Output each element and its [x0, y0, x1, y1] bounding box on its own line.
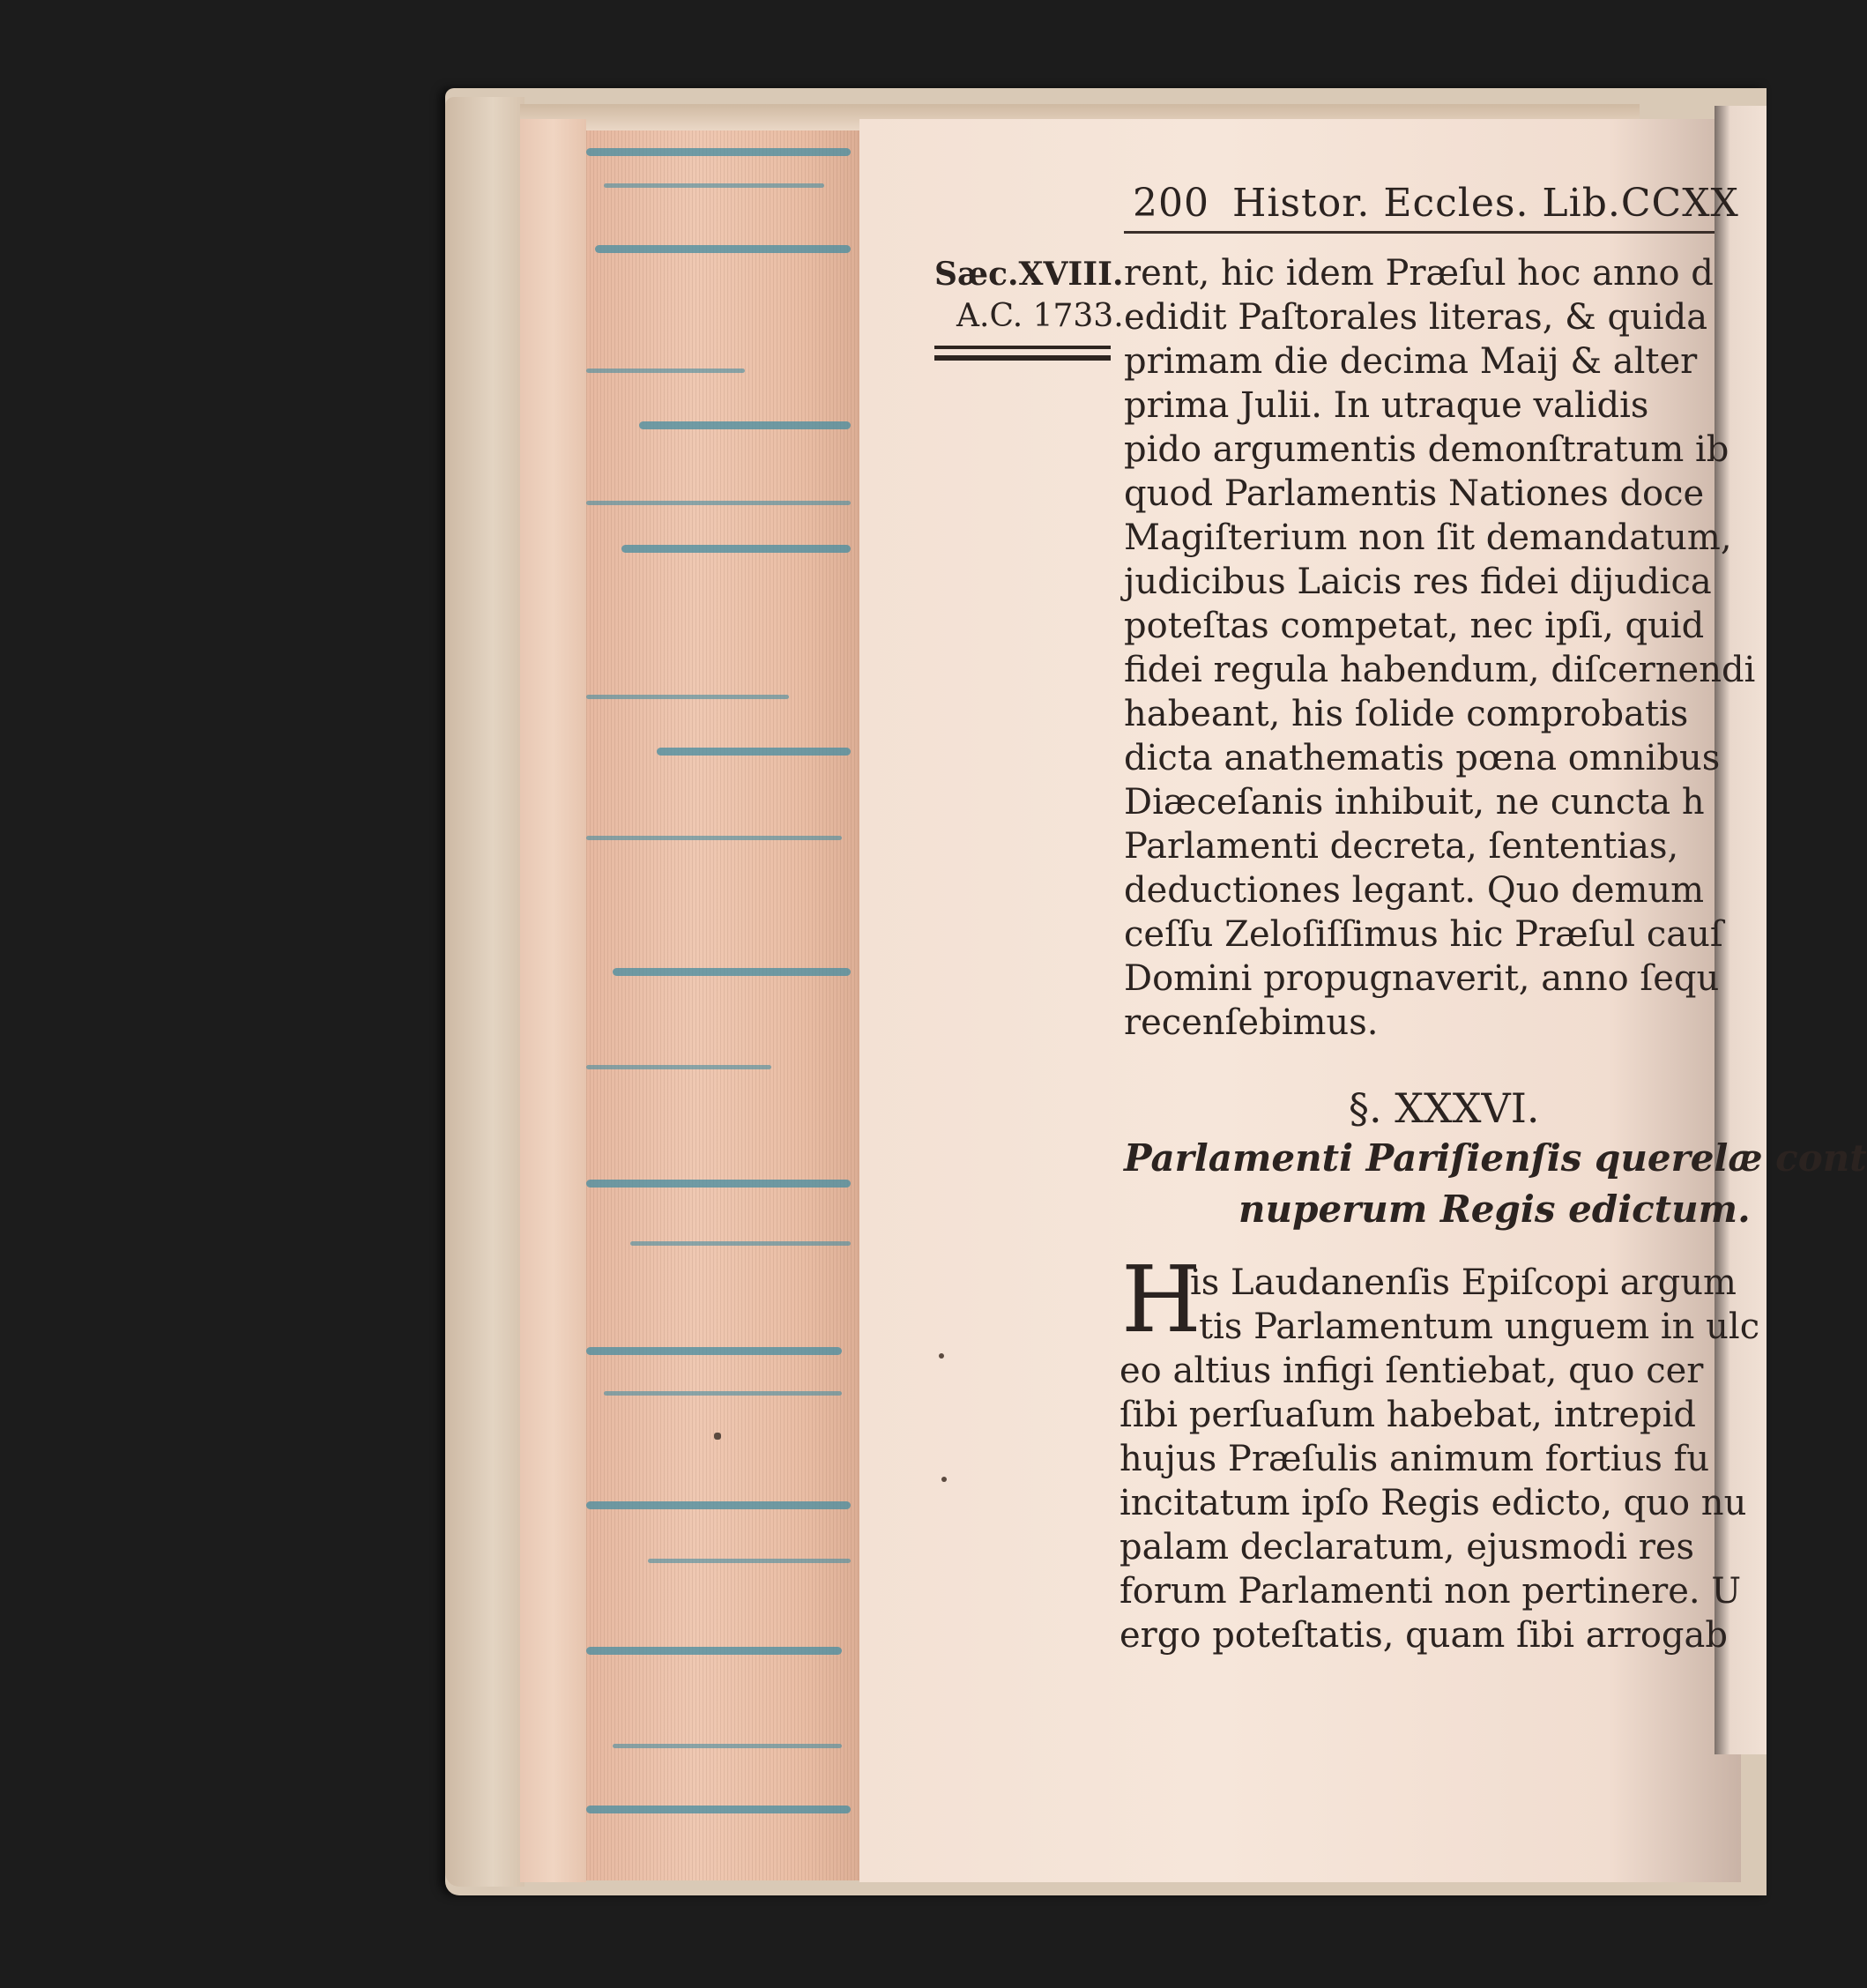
section-title-line-2: nuperum Regis edictum.: [1238, 1188, 1751, 1231]
text-line: judicibus Laicis res fidei dijudica: [1124, 562, 1712, 602]
text-line: incitatum ipſo Regis edicto, quo nu: [1119, 1483, 1747, 1523]
text-line: recenſebimus.: [1124, 1002, 1379, 1043]
text-line: dicta anathematis pœna omnibus: [1124, 738, 1721, 778]
text-line: forum Parlamenti non pertinere. U: [1119, 1571, 1742, 1612]
text-line: habeant, his ſolide comprobatis: [1124, 694, 1689, 734]
page-number: 200: [1133, 181, 1209, 226]
text-line: is Laudanenſis Epiſcopi argum: [1190, 1262, 1737, 1303]
text-line: tis Parlamentum unguem in ulc: [1199, 1307, 1760, 1347]
text-line: deductiones legant. Quo demum: [1124, 870, 1705, 911]
marbled-fore-edge: [586, 130, 859, 1880]
margin-rule-upper: [934, 346, 1111, 349]
page-stack-edge: [520, 119, 586, 1882]
text-line: ceſſu Zeloſiſſimus hic Præſul cauſ: [1124, 914, 1723, 955]
text-line: palam declaratum, ejusmodi res: [1119, 1527, 1695, 1567]
text-line: ſibi perſuaſum habebat, intrepid: [1119, 1395, 1697, 1435]
text-line: pido argumentis demonſtratum ib: [1124, 429, 1729, 470]
paper-speck: [939, 1353, 944, 1359]
text-line: eo altius infigi ſentiebat, quo cer: [1119, 1351, 1704, 1391]
section-number: §. XXXVI.: [1349, 1084, 1540, 1132]
drop-capital: H: [1121, 1246, 1201, 1353]
text-line: Magiſterium non ſit demandatum,: [1124, 517, 1732, 558]
margin-note-century: Sæc.XVIII.: [934, 256, 1124, 293]
text-line: prima Julii. In utraque validis: [1124, 385, 1649, 426]
text-line: primam die decima Maij & alter: [1124, 341, 1698, 382]
text-line: Domini propugnaverit, anno ſequ: [1124, 958, 1720, 999]
text-line: rent, hic idem Præſul hoc anno d: [1124, 253, 1714, 294]
section-title-line-1: Parlamenti Pariſienſis querelæ cont: [1124, 1136, 1867, 1180]
paper-speck: [714, 1433, 721, 1440]
margin-rule-lower: [934, 355, 1111, 361]
text-line: poteſtas competat, nec ipſi, quid: [1124, 606, 1705, 646]
text-line: ergo poteſtatis, quam ſibi arrogab: [1119, 1615, 1728, 1656]
running-head: [1133, 181, 1739, 226]
header-rule: [1124, 231, 1715, 234]
running-title: Histor. Eccles. Lib.CCXX: [1231, 181, 1739, 226]
cover-fold: [445, 97, 524, 1887]
text-line: Parlamenti decreta, ſententias,: [1124, 826, 1679, 867]
text-line: quod Parlamentis Nationes doce: [1124, 473, 1705, 514]
paragraph-1: [1124, 251, 1756, 1045]
text-line: Diæceſanis inhibuit, ne cuncta h: [1124, 782, 1705, 823]
paragraph-2: [1119, 1261, 1760, 1657]
margin-note-year: A.C. 1733.: [956, 298, 1124, 334]
text-line: hujus Præſulis animum fortius fu: [1119, 1439, 1710, 1479]
text-line: fidei regula habendum, diſcernendi: [1124, 650, 1756, 690]
text-line: edidit Paſtorales literas, & quida: [1124, 297, 1708, 338]
paper-speck: [941, 1477, 947, 1482]
